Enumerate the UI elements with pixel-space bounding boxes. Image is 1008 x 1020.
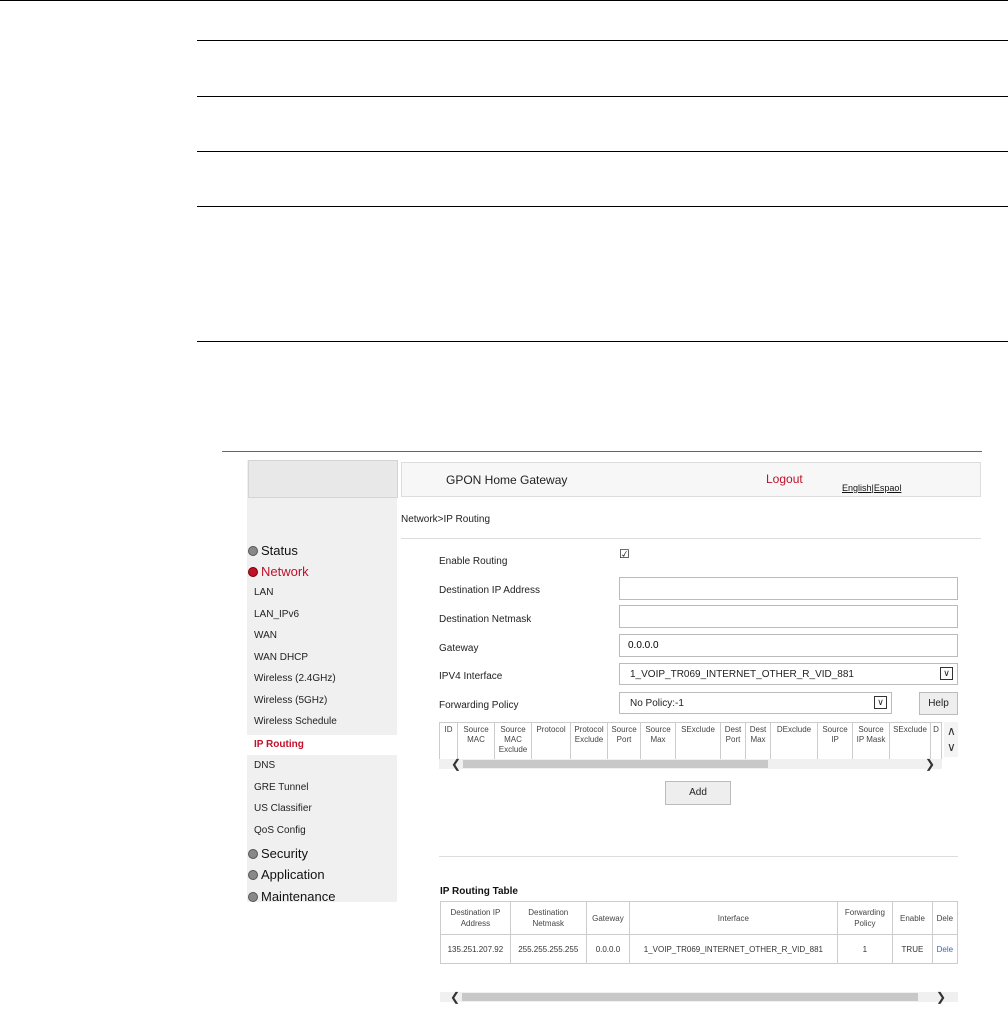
sidebar-item-qos-config[interactable]: QoS Config — [254, 825, 306, 836]
routing-table-header-row — [441, 902, 958, 935]
col-protocol: Protocol — [532, 723, 571, 760]
sidebar-item-wireless-24[interactable]: Wireless (2.4GHz) — [254, 673, 336, 684]
lang-separator: | — [871, 483, 874, 493]
col-source-mac: Source MAC — [458, 723, 495, 760]
add-button[interactable]: Add — [665, 781, 731, 805]
enable-routing-label: Enable Routing — [439, 556, 508, 567]
sidebar-group-security[interactable] — [248, 846, 308, 861]
scroll-right-icon[interactable]: ❯ — [925, 757, 936, 771]
help-button[interactable]: Help — [919, 692, 958, 715]
expand-icon — [248, 870, 258, 880]
cell-forwarding-policy: 1 — [837, 935, 893, 964]
collapse-icon — [248, 567, 258, 577]
sidebar-item-dns[interactable]: DNS — [254, 760, 276, 771]
gateway-label: Gateway — [439, 643, 479, 654]
dest-netmask-label: Destination Netmask — [439, 614, 532, 625]
sidebar-item-wireless-5[interactable]: Wireless (5GHz) — [254, 695, 328, 706]
col-source-max: Source Max — [641, 723, 676, 760]
sidebar-group-label: Maintenance — [261, 889, 336, 904]
cell-destination-ip: 135.251.207.92 — [441, 935, 511, 964]
ipv4-interface-label: IPV4 Interface — [439, 671, 503, 682]
policy-table-header-row — [440, 723, 942, 760]
sidebar-group-maintenance[interactable] — [248, 889, 335, 904]
enable-routing-checkbox[interactable]: ☑ — [619, 547, 630, 561]
expand-icon — [248, 892, 258, 902]
cell-interface: 1_VOIP_TR069_INTERNET_OTHER_R_VID_881 — [630, 935, 837, 964]
col-id: ID — [440, 723, 458, 760]
col-dest-max: Dest Max — [746, 723, 771, 760]
top-rule — [0, 0, 1008, 1]
cell-destination-netmask: 255.255.255.255 — [510, 935, 586, 964]
rule-1 — [197, 40, 1008, 41]
scrollbar-thumb[interactable] — [463, 760, 768, 768]
sidebar-group-label: Network — [261, 564, 309, 579]
sidebar-group-network[interactable] — [248, 564, 309, 579]
col-sexclude-2: SExclude — [890, 723, 931, 760]
dest-netmask-input[interactable] — [619, 605, 958, 628]
col-forwarding-policy: Forwarding Policy — [837, 902, 893, 935]
scroll-down-icon[interactable]: ∨ — [947, 740, 956, 754]
expand-icon — [248, 849, 258, 859]
scroll-up-icon[interactable]: ∧ — [947, 724, 956, 738]
sidebar-group-label: Security — [261, 846, 308, 861]
logo-area — [248, 460, 398, 498]
lang-espanol-link[interactable]: Espaol — [873, 483, 902, 493]
dest-ip-label: Destination IP Address — [439, 585, 540, 596]
col-source-ip: Source IP — [818, 723, 853, 760]
delete-link[interactable]: Dele — [932, 935, 957, 964]
sidebar-item-wan[interactable]: WAN — [254, 630, 277, 641]
scroll-left-icon[interactable]: ❮ — [450, 990, 461, 1004]
dest-ip-input[interactable] — [619, 577, 958, 600]
cell-enable: TRUE — [893, 935, 932, 964]
routing-table-hscrollbar[interactable] — [440, 992, 958, 1002]
routing-table — [440, 901, 958, 964]
app-title: GPON Home Gateway — [446, 473, 568, 487]
language-switch — [842, 483, 901, 493]
ipv4-interface-select[interactable] — [619, 663, 958, 685]
col-destination-netmask: Destination Netmask — [510, 902, 586, 935]
sidebar-item-gre-tunnel[interactable]: GRE Tunnel — [254, 782, 309, 793]
sidebar-item-ip-routing[interactable]: IP Routing — [247, 735, 397, 755]
chevron-down-icon: ∨ — [940, 667, 953, 680]
forwarding-policy-select[interactable] — [619, 692, 892, 714]
col-gateway: Gateway — [586, 902, 630, 935]
col-delete: Dele — [932, 902, 957, 935]
rule-4 — [197, 206, 1008, 207]
scrollbar-thumb[interactable] — [462, 993, 918, 1001]
rule-3 — [197, 151, 1008, 152]
sidebar-group-status[interactable] — [248, 543, 298, 558]
scroll-right-icon[interactable]: ❯ — [936, 990, 947, 1004]
table-row — [441, 935, 958, 964]
col-dexclude: DExclude — [771, 723, 818, 760]
col-source-mac-exclude: Source MAC Exclude — [495, 723, 532, 760]
sidebar-item-wireless-schedule[interactable]: Wireless Schedule — [254, 716, 337, 727]
policy-table-hscrollbar[interactable] — [439, 759, 942, 769]
rule-2 — [197, 96, 1008, 97]
sidebar-item-lan[interactable]: LAN — [254, 587, 274, 598]
sidebar-group-label: Application — [261, 867, 325, 882]
col-source-ip-mask: Source IP Mask — [853, 723, 890, 760]
screenshot-top-rule — [222, 451, 982, 452]
breadcrumb: Network>IP Routing — [401, 514, 491, 525]
sidebar-group-application[interactable] — [248, 867, 325, 882]
col-enable: Enable — [893, 902, 932, 935]
logout-link[interactable]: Logout — [766, 472, 803, 486]
section-divider — [439, 856, 958, 857]
ipv4-interface-value: 1_VOIP_TR069_INTERNET_OTHER_R_VID_881 — [630, 669, 854, 680]
col-sexclude: SExclude — [676, 723, 721, 760]
routing-table-title: IP Routing Table — [440, 886, 518, 897]
lang-english-link[interactable]: English — [842, 483, 872, 493]
col-dest-port: Dest Port — [721, 723, 746, 760]
sidebar-group-label: Status — [261, 543, 298, 558]
gateway-input[interactable] — [619, 634, 958, 657]
col-destination-ip: Destination IP Address — [441, 902, 511, 935]
expand-icon — [248, 546, 258, 556]
breadcrumb-divider — [401, 538, 981, 539]
forwarding-policy-value: No Policy:-1 — [630, 698, 684, 709]
sidebar-item-us-classifier[interactable]: US Classifier — [254, 803, 312, 814]
policy-table — [439, 722, 942, 760]
col-d: D — [931, 723, 942, 760]
sidebar-item-wan-dhcp[interactable]: WAN DHCP — [254, 652, 309, 663]
rule-5 — [197, 341, 1008, 342]
chevron-down-icon: ∨ — [874, 696, 887, 709]
col-source-port: Source Port — [608, 723, 641, 760]
forwarding-policy-label: Forwarding Policy — [439, 700, 519, 711]
col-interface: Interface — [630, 902, 837, 935]
col-protocol-exclude: Protocol Exclude — [571, 723, 608, 760]
sidebar-item-lan-ipv6[interactable]: LAN_IPv6 — [254, 609, 300, 620]
vertical-scrollbar[interactable] — [944, 722, 958, 757]
scroll-left-icon[interactable]: ❮ — [451, 757, 462, 771]
cell-gateway: 0.0.0.0 — [586, 935, 630, 964]
